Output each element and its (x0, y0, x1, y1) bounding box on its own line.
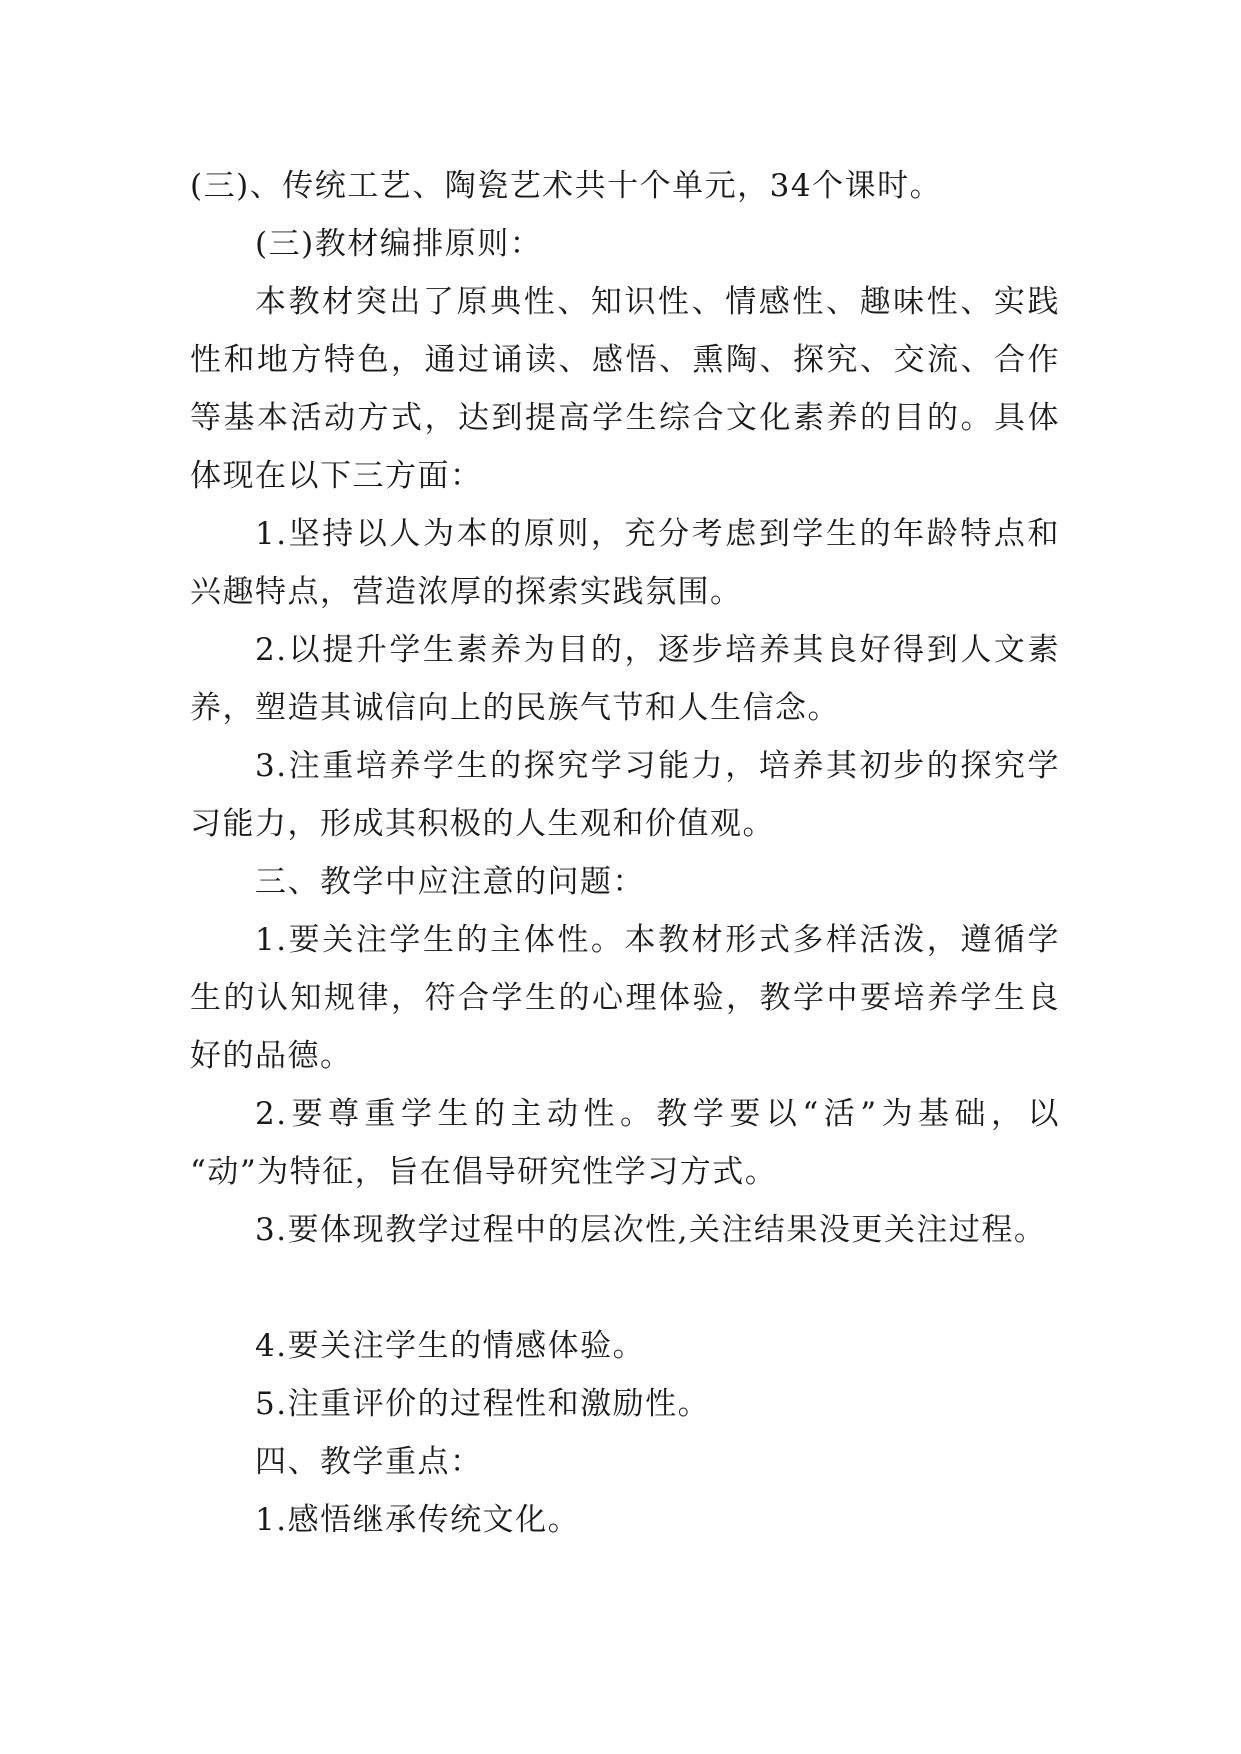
list-item-line: 1.要关注学生的主体性。本教材形式多样活泼，遵循学 (255, 922, 1060, 958)
paragraph-line: 本教材突出了原典性、知识性、情感性、趣味性、实践 (255, 284, 1060, 320)
heading-teaching-notes: 三、教学中应注意的问题： (255, 864, 645, 900)
text-line-units: (三)、传统工艺、陶瓷艺术共十个单元，34个课时。 (190, 168, 943, 204)
paragraph-line: 等基本活动方式，达到提高学生综合文化素养的目的。具体 (190, 400, 1060, 436)
list-item-line: 3.要体现教学过程中的层次性,关注结果没更关注过程。 (255, 1212, 1047, 1248)
list-item-line: “动”为特征，旨在倡导研究性学习方式。 (190, 1154, 778, 1190)
list-item-line: 习能力，形成其积极的人生观和价值观。 (190, 806, 775, 842)
list-item-line: 2.要尊重学生的主动性。教学要以“活”为基础，以 (255, 1096, 1060, 1132)
list-item-line: 5.注重评价的过程性和激励性。 (255, 1386, 711, 1422)
list-item-line: 生的认知规律，符合学生的心理体验，教学中要培养学生良 (190, 980, 1060, 1016)
list-item-line: 1.感悟继承传统文化。 (255, 1502, 581, 1538)
heading-arrangement-principles: (三)教材编排原则： (255, 226, 543, 262)
paragraph-line: 体现在以下三方面： (190, 458, 483, 494)
list-item-line: 养，塑造其诚信向上的民族气节和人生信念。 (190, 690, 840, 726)
paragraph-line: 性和地方特色，通过诵读、感悟、熏陶、探究、交流、合作 (190, 342, 1060, 378)
list-item-line: 兴趣特点，营造浓厚的探索实践氛围。 (190, 574, 743, 610)
list-item-line: 4.要关注学生的情感体验。 (255, 1328, 646, 1364)
list-item-line: 1.坚持以人为本的原则，充分考虑到学生的年龄特点和 (255, 516, 1060, 552)
list-item-line: 好的品德。 (190, 1038, 353, 1074)
list-item-line: 2.以提升学生素养为目的，逐步培养其良好得到人文素 (255, 632, 1060, 668)
list-item-line: 3.注重培养学生的探究学习能力，培养其初步的探究学 (255, 748, 1060, 784)
heading-teaching-focus: 四、教学重点： (255, 1444, 483, 1480)
